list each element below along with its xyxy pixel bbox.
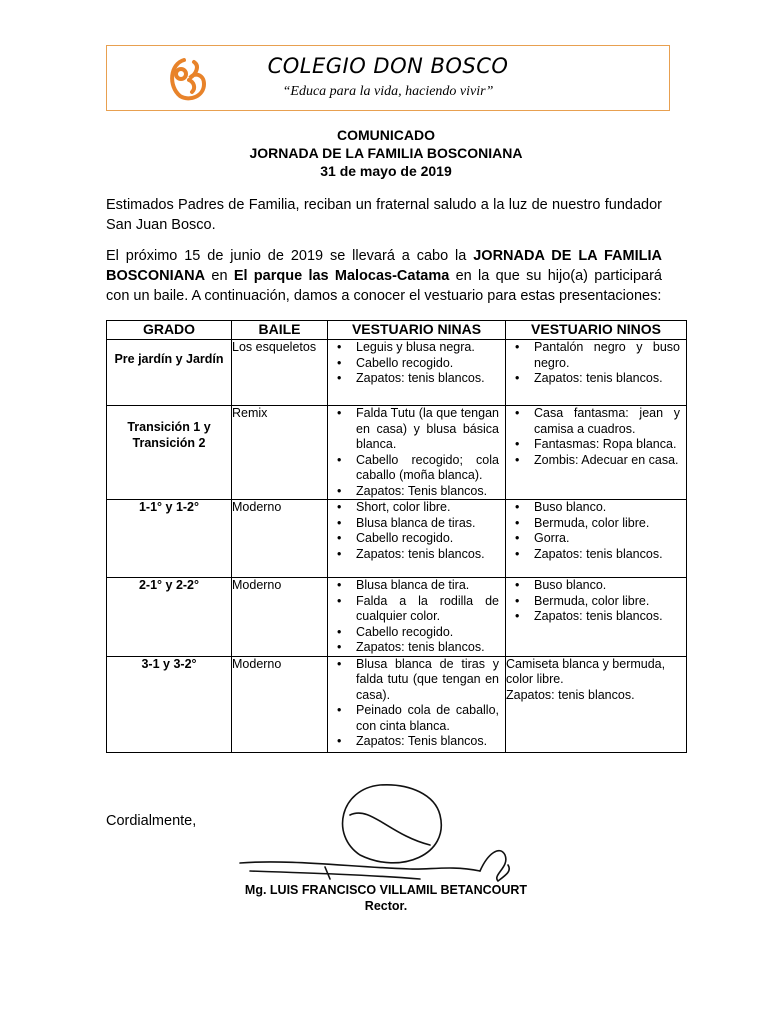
list-item: • Zapatos: tenis blancos.	[328, 371, 499, 387]
table-header-row	[107, 321, 687, 340]
ninos-line: Camiseta blanca y bermuda, color libre.	[506, 656, 666, 686]
header-baile: BAILE	[232, 321, 328, 340]
list-item: • Cabello recogido.	[328, 531, 499, 547]
title-line-1: COMUNICADO	[337, 127, 435, 143]
list-item: • Cabello recogido.	[328, 356, 499, 372]
ninas-cell	[328, 340, 506, 406]
list-item: • Zapatos: tenis blancos.	[328, 547, 499, 563]
baile-cell: Los esqueletos	[232, 340, 328, 406]
ninos-cell	[506, 578, 687, 657]
costume-table	[106, 320, 687, 753]
intro-location: El parque las Malocas-Catama	[233, 268, 450, 284]
list-item: • Zapatos: tenis blancos.	[328, 640, 499, 656]
signatory-role: Rector.	[364, 899, 408, 913]
grado-cell: Pre jardín y Jardín	[107, 340, 232, 406]
title-line-2: JORNADA DE LA FAMILIA BOSCONIANA	[249, 145, 523, 161]
school-motto: “Educa para la vida, haciendo vivir”	[282, 84, 494, 99]
list-item: • Cabello recogido; cola caballo (moña blanca).	[328, 453, 499, 484]
baile-cell: Moderno	[232, 500, 328, 578]
document-title	[106, 126, 666, 180]
baile-cell: Moderno	[232, 578, 328, 657]
grado-cell: 1-1° y 1-2°	[107, 500, 232, 578]
intro-text-3: en la que su hijo(a) participará con un baile. A continuación, damos a conocer el vestuario para estas presentaciones:	[106, 268, 662, 304]
ninas-cell	[328, 578, 506, 657]
list-item: • Pantalón negro y buso negro.	[506, 340, 680, 371]
list-item: • Bermuda, color libre.	[506, 516, 680, 532]
closing-text: Cordialmente,	[106, 813, 197, 829]
list-item: • Cabello recogido.	[328, 625, 499, 641]
list-item: • Blusa blanca de tiras y falda tutu (que tengan en casa).	[328, 657, 499, 704]
list-item: • Blusa blanca de tira.	[328, 578, 499, 594]
grado-cell: 2-1° y 2-2°	[107, 578, 232, 657]
list-item: • Buso blanco.	[506, 500, 680, 516]
list-item: • Short, color libre.	[328, 500, 499, 516]
list-item: • Zapatos: tenis blancos.	[506, 609, 680, 625]
title-line-3: 31 de mayo de 2019	[320, 163, 452, 179]
list-item: • Zombis: Adecuar en casa.	[506, 453, 680, 469]
list-item: • Gorra.	[506, 531, 680, 547]
header-vestuario-ninos: VESTUARIO NINOS	[506, 321, 687, 340]
ninos-cell	[506, 340, 687, 406]
ninas-cell	[328, 406, 506, 500]
header-vestuario-ninas: VESTUARIO NINAS	[328, 321, 506, 340]
table-row	[107, 500, 687, 578]
list-item: • Zapatos: tenis blancos.	[506, 547, 680, 563]
list-item: • Zapatos: tenis blancos.	[506, 371, 680, 387]
school-name: COLEGIO DON BOSCO	[267, 54, 509, 78]
intro-event-name: JORNADA DE LA FAMILIA BOSCONIANA	[106, 248, 662, 284]
grado-cell: 3-1 y 3-2°	[107, 656, 232, 752]
ninas-cell	[328, 500, 506, 578]
signatory-block	[106, 882, 666, 914]
intro-text-1: El próximo 15 de junio de 2019 se llevará a cabo la	[106, 248, 474, 264]
list-item: • Peinado cola de caballo, con cinta blanca.	[328, 703, 499, 734]
list-item: • Fantasmas: Ropa blanca.	[506, 437, 680, 453]
school-header	[106, 45, 670, 111]
grado-cell: Transición 1 y Transición 2	[107, 406, 232, 500]
ninos-cell	[506, 656, 687, 752]
table-row	[107, 406, 687, 500]
baile-cell: Moderno	[232, 656, 328, 752]
ninos-line: Zapatos: tenis blancos.	[506, 687, 635, 702]
intro-paragraph	[106, 246, 662, 306]
ninas-cell	[328, 656, 506, 752]
table-row	[107, 578, 687, 657]
list-item: • Zapatos: Tenis blancos.	[328, 734, 499, 750]
list-item: • Bermuda, color libre.	[506, 594, 680, 610]
list-item: • Buso blanco.	[506, 578, 680, 594]
signatory-name: Mg. LUIS FRANCISCO VILLAMIL BETANCOURT	[244, 883, 528, 897]
table-row	[107, 340, 687, 406]
ninos-cell	[506, 406, 687, 500]
table-row	[107, 656, 687, 752]
baile-cell: Remix	[232, 406, 328, 500]
ninos-cell	[506, 500, 687, 578]
list-item: • Zapatos: Tenis blancos.	[328, 484, 499, 500]
list-item: • Falda Tutu (la que tengan en casa) y blusa básica blanca.	[328, 406, 499, 453]
handwritten-signature	[230, 775, 550, 895]
list-item: • Casa fantasma: jean y camisa a cuadros.	[506, 406, 680, 437]
header-grado: GRADO	[107, 321, 232, 340]
list-item: • Falda a la rodilla de cualquier color.	[328, 594, 499, 625]
greeting-paragraph: Estimados Padres de Familia, reciban un fraternal saludo a la luz de nuestro fundador San Juan Bosco.	[106, 197, 662, 233]
list-item: • Leguis y blusa negra.	[328, 340, 499, 356]
intro-text-2: en	[205, 268, 234, 284]
list-item: • Blusa blanca de tiras.	[328, 516, 499, 532]
